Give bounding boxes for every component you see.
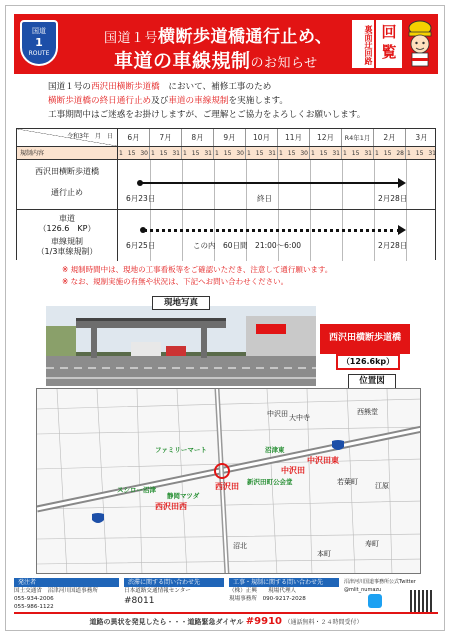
bridge-callout: 西沢田横断歩道橋 xyxy=(320,324,410,354)
map-place-label: 中沢田 xyxy=(267,410,288,418)
emergency-footer xyxy=(14,612,438,630)
month-cell: 2月 xyxy=(374,129,406,146)
intro-text xyxy=(48,80,428,122)
note-item: ※ 規制時間中は、現地の工事看板等をご確認いただき、注意して通行願います。 xyxy=(62,265,333,274)
map-place-label: 江原 xyxy=(375,482,389,490)
route-shield-icon xyxy=(20,20,58,66)
contact-line: 055-986-1122 xyxy=(14,604,54,610)
twitter-icon[interactable] xyxy=(368,594,382,608)
closure-period-bar xyxy=(140,182,400,184)
month-cell: 12月 xyxy=(310,129,342,146)
month-header-row xyxy=(17,129,435,147)
map-place-label: 西沢田 xyxy=(215,482,239,491)
end-arrow-icon xyxy=(398,178,406,188)
notice-header xyxy=(14,14,438,74)
map-place-label: 西沢田西 xyxy=(155,502,187,511)
month-cell: 10月 xyxy=(246,129,278,146)
map-label: 位置図 xyxy=(348,374,396,389)
contact-caption: 渋滞に関する問い合わせ先 xyxy=(124,578,224,587)
row-sub: 通行止め xyxy=(51,188,83,197)
intro-lane-reg: 車道の車線規制 xyxy=(168,96,229,106)
end-date: 2月28日 xyxy=(378,194,408,203)
contact-line: 055-934-2006 xyxy=(14,596,54,602)
schedule-table xyxy=(16,128,436,260)
detour-note: 裏面迂回路 xyxy=(352,20,374,68)
contact-box xyxy=(14,578,119,612)
map-place-label: 静岡マツダ xyxy=(167,492,200,500)
contact-caption: 発注者 xyxy=(14,578,119,587)
map-place-label: 沼北 xyxy=(233,542,247,550)
contact-box xyxy=(229,578,339,612)
contact-box xyxy=(124,578,224,612)
worker-mascot-icon xyxy=(406,18,434,68)
day-cell: 1 15 31 xyxy=(182,147,214,159)
schedule-row-lane xyxy=(17,210,435,261)
map-place-label: 中沢田東 xyxy=(307,456,339,465)
end-arrow-icon xyxy=(398,225,406,235)
notice-page xyxy=(5,5,445,631)
month-cell: 6月 xyxy=(118,129,150,146)
intro-l3: 工事期間中はご迷惑をお掛けしますが、ご理解とご協力をよろしくお願いします。 xyxy=(48,110,366,120)
shield-label-bottom: ROUTE xyxy=(28,50,50,57)
map-place-label: 本町 xyxy=(317,550,331,558)
contact-line: 国土交通省 沼津河川国道事務所 xyxy=(14,588,98,594)
map-place-label: 沼津東 xyxy=(265,446,285,454)
start-date: 6月25日 xyxy=(126,241,156,250)
title-main-2: 車道の車線規制 xyxy=(114,50,251,72)
row-name: 西沢田横断歩道橋 xyxy=(35,167,99,176)
day-cell: 1 15 31 xyxy=(407,150,436,157)
intro-bridge-name: 西沢田横断歩道橋 xyxy=(90,82,160,92)
day-header-row xyxy=(17,147,435,160)
corner-date-label: 令和3年 月 日 xyxy=(67,133,113,140)
intro-and: 及び xyxy=(151,96,169,106)
day-cell: 1 15 30 xyxy=(118,147,150,159)
map-place-label: 西熊堂 xyxy=(357,408,378,416)
map-place-label: 新沢田町公会堂 xyxy=(247,478,293,486)
title-route: 国道１号 xyxy=(104,31,159,46)
intro-closure: 横断歩道橋の終日通行止め xyxy=(48,96,152,106)
location-map xyxy=(36,388,421,574)
contact-line: 日本道路交通情報センター xyxy=(124,588,191,594)
month-cell: 8月 xyxy=(182,129,214,146)
period-note: この内 60日間 21:00～6:00 xyxy=(193,241,301,250)
intro-l1a: 国道１号の xyxy=(48,82,91,92)
day-cell: 1 15 30 xyxy=(278,147,310,159)
footer-text-b: （通話無料・２４時間受付） xyxy=(284,619,363,626)
qr-code-icon xyxy=(410,590,432,612)
contact-line: #8011 xyxy=(124,596,155,606)
day-cell: 1 15 30 xyxy=(214,147,246,159)
notes xyxy=(62,264,432,288)
row-kp: （126.6 KP） xyxy=(38,224,96,233)
map-place-label: 寿町 xyxy=(365,540,379,548)
kairan-badge: 回覧 xyxy=(376,20,402,68)
month-cell: 7月 xyxy=(150,129,182,146)
map-place-label: 中沢田 xyxy=(281,466,305,475)
day-cell: 1 15 31 xyxy=(150,147,182,159)
month-cell: 9月 xyxy=(214,129,246,146)
month-cell: 11月 xyxy=(278,129,310,146)
contact-line: @mlit_numazu xyxy=(344,587,382,593)
lane-regulation-bar xyxy=(143,229,401,232)
period-note: 終日 xyxy=(257,194,272,203)
day-cell: 1 15 31 xyxy=(342,147,374,159)
contact-caption: 沼津河川国道事務所公式Twitter xyxy=(344,579,416,585)
day-cell: 1 15 31 xyxy=(246,147,278,159)
row-sub: 車線規制 xyxy=(51,237,83,246)
contact-line: （株）正興 現場代理人 xyxy=(229,588,297,594)
schedule-row-bridge xyxy=(17,160,435,210)
contact-line: 現場事務所 090-9217-2028 xyxy=(229,596,306,602)
intro-l1c: において、補修工事のため xyxy=(159,82,272,92)
map-place-label: ファミリーマート xyxy=(155,446,207,454)
photo-label: 現地写真 xyxy=(152,296,210,310)
start-date: 6月23日 xyxy=(126,194,156,203)
day-cell: 1 15 31 xyxy=(310,147,342,159)
intro-l2d: を実施します。 xyxy=(228,96,288,106)
row-label xyxy=(17,210,118,261)
month-cell: R4年1月 xyxy=(342,129,374,146)
contact-caption: 工事・規制に関する問い合わせ先 xyxy=(229,578,339,587)
site-photo xyxy=(46,306,316,386)
day-cell: 1 15 28 xyxy=(374,147,406,159)
row-label xyxy=(17,160,118,209)
shield-route-number: 1 xyxy=(35,36,43,49)
map-place-label: スシロー沼津 xyxy=(117,486,156,494)
note-item: ※ なお、規制実施の有無や状況は、下記へお問い合わせください。 xyxy=(62,277,289,286)
end-date: 2月28日 xyxy=(378,241,408,250)
month-cell: 3月 xyxy=(415,133,428,142)
row-sub2: （1/3車線規制） xyxy=(36,247,98,256)
bridge-kp: （126.6kp） xyxy=(336,354,400,370)
footer-text-a: 道路の異状を発見したら・・・道路緊急ダイヤル xyxy=(89,618,244,626)
map-place-label: 若葉町 xyxy=(337,478,358,486)
shield-label-top: 国道 xyxy=(32,27,46,35)
title-main-1: 横断歩道橋通行止め、 xyxy=(158,27,333,47)
row-header-label: 規制内容 xyxy=(17,147,118,159)
title-suffix: のお知らせ xyxy=(250,56,318,71)
contacts xyxy=(14,578,438,610)
emergency-number[interactable]: #9910 xyxy=(245,616,282,627)
row-name: 車道 xyxy=(59,214,75,223)
title-line-1 xyxy=(104,22,332,47)
corner-cell xyxy=(17,129,118,146)
map-place-label: 大中寺 xyxy=(289,414,310,422)
contact-box xyxy=(344,578,438,612)
title-line-2 xyxy=(114,46,318,73)
